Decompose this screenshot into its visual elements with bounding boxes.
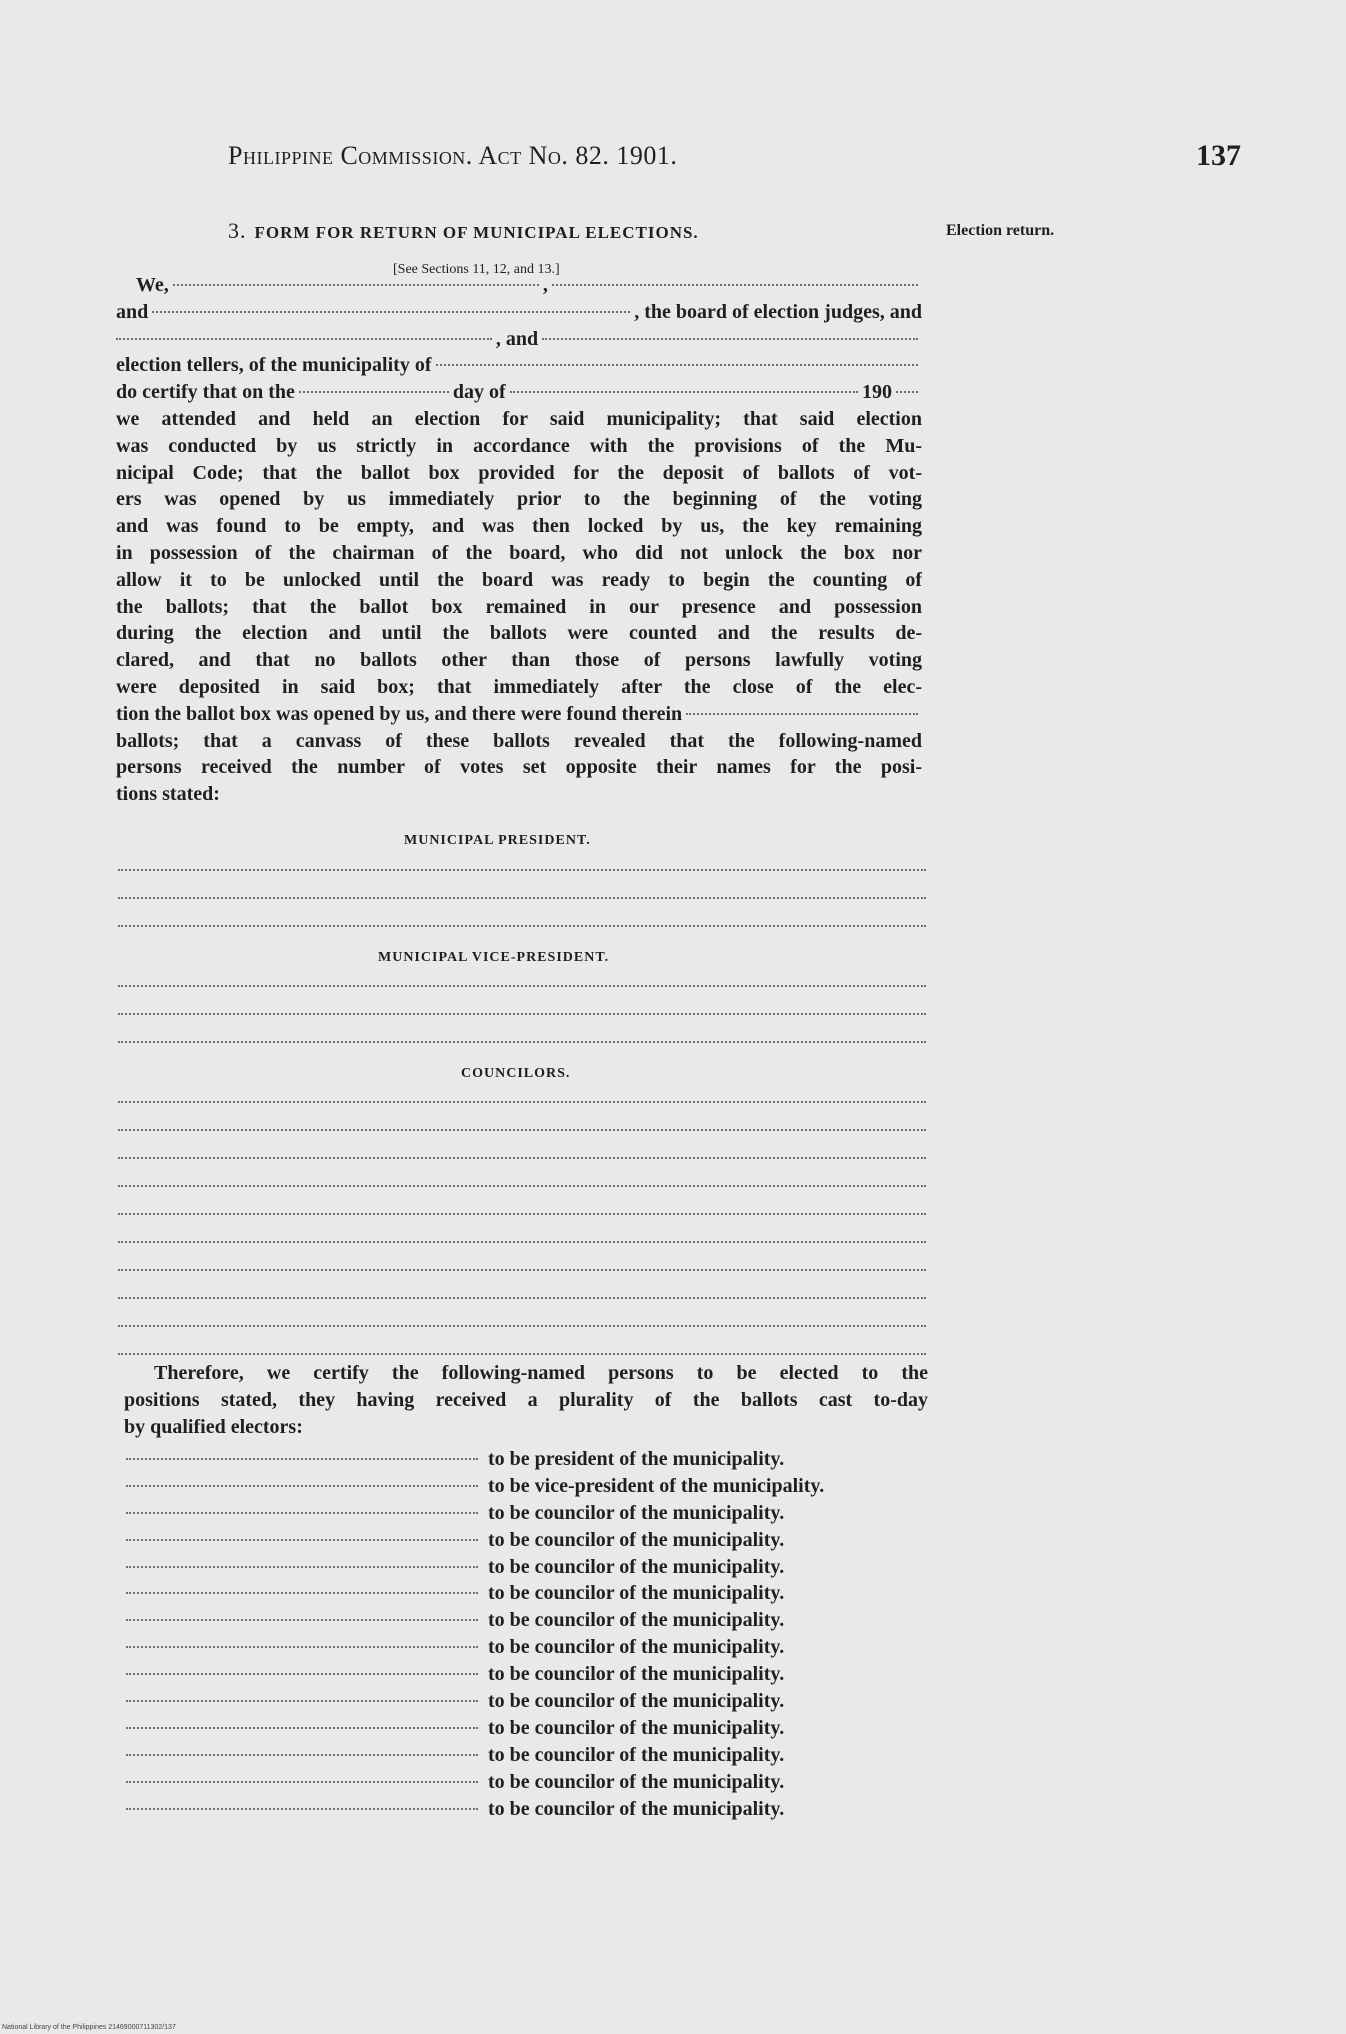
certify-text: do certify that on the bbox=[116, 381, 295, 404]
blank-line bbox=[118, 1213, 926, 1215]
elected-position: to be president of the municipality. bbox=[488, 1448, 785, 1470]
elected-row bbox=[126, 1744, 926, 1771]
blank-field bbox=[299, 391, 449, 393]
elected-row bbox=[126, 1529, 926, 1556]
blank-field bbox=[126, 1673, 478, 1675]
blank-field bbox=[542, 338, 918, 340]
elected-row bbox=[126, 1717, 926, 1744]
blank-line bbox=[118, 1241, 926, 1243]
blank-field bbox=[126, 1700, 478, 1702]
blank-line bbox=[118, 925, 926, 927]
elected-position: to be councilor of the municipality. bbox=[488, 1555, 785, 1578]
margin-note: Election return. bbox=[946, 222, 1055, 239]
and-label: and bbox=[116, 300, 149, 323]
page-number: 137 bbox=[1196, 139, 1241, 172]
blank-line bbox=[118, 1041, 926, 1043]
blank-line bbox=[118, 1269, 926, 1271]
elected-position: to be councilor of the municipality. bbox=[488, 1743, 785, 1766]
paragraph-line: ers was opened by us immediately prior to the beginning of the voting bbox=[116, 488, 922, 511]
blank-field bbox=[896, 391, 918, 393]
section-title bbox=[228, 218, 699, 244]
elected-row bbox=[126, 1448, 926, 1475]
blank-field bbox=[126, 1485, 478, 1487]
office-heading-vice-president: MUNICIPAL VICE-PRESIDENT. bbox=[378, 950, 610, 965]
opening-line-tellers bbox=[116, 352, 922, 379]
blank-line bbox=[118, 1185, 926, 1187]
paragraph-line: in possession of the chairman of the board, who did not unlock the box nor bbox=[116, 541, 922, 564]
blank-line bbox=[118, 1325, 926, 1327]
paragraph-line-found bbox=[116, 701, 922, 728]
blank-field bbox=[152, 311, 630, 313]
elected-position: to be councilor of the municipality. bbox=[488, 1770, 785, 1793]
paragraph-line: clared, and that no ballots other than those of persons lawfully voting bbox=[116, 649, 922, 672]
paragraph-line: persons received the number of votes set opposite their names for the posi- bbox=[116, 756, 922, 779]
opening-block bbox=[116, 272, 922, 808]
section-number: 3. bbox=[228, 218, 247, 243]
paragraph-line: nicipal Code; that the ballot box provided for the deposit of ballots of vot- bbox=[116, 461, 922, 484]
elected-position: to be councilor of the municipality. bbox=[488, 1690, 785, 1713]
certification-line: positions stated, they having received a plurality of the ballots cast to-day bbox=[124, 1388, 928, 1411]
blank-field bbox=[686, 713, 918, 715]
found-therein-text: tion the ballot box was opened by us, and there were found therein bbox=[116, 702, 683, 725]
blank-line bbox=[118, 897, 926, 899]
blank-field bbox=[126, 1754, 478, 1756]
elected-position: to be councilor of the municipality. bbox=[488, 1528, 785, 1551]
office-heading-councilors: COUNCILORS. bbox=[461, 1066, 571, 1081]
elected-row bbox=[126, 1475, 926, 1502]
certification-line: by qualified electors: bbox=[124, 1415, 303, 1438]
elected-position: to be councilor of the municipality. bbox=[488, 1636, 785, 1659]
paragraph-line: and was found to be empty, and was then locked by us, the key remaining bbox=[116, 515, 922, 538]
blank-field bbox=[116, 338, 492, 340]
blank-field bbox=[126, 1539, 478, 1541]
opening-line-and bbox=[116, 299, 922, 326]
paragraph-line: tions stated: bbox=[116, 783, 220, 806]
blank-field bbox=[126, 1566, 478, 1568]
elected-row bbox=[126, 1556, 926, 1583]
paragraph-line: were deposited in said box; that immediately after the close of the elec- bbox=[116, 675, 922, 698]
blank-line bbox=[118, 1101, 926, 1103]
opening-line-we bbox=[116, 272, 922, 299]
office-heading-president: MUNICIPAL PRESIDENT. bbox=[404, 833, 591, 848]
elected-row bbox=[126, 1636, 926, 1663]
blank-line bbox=[118, 869, 926, 871]
blank-line bbox=[118, 1157, 926, 1159]
elected-position: to be councilor of the municipality. bbox=[488, 1609, 785, 1632]
paragraph-line: we attended and held an election for said municipality; that said election bbox=[116, 407, 922, 430]
footer-credit: National Library of the Philippines 21469000711302/137 bbox=[2, 2024, 176, 2031]
day-of-text: day of bbox=[452, 381, 506, 404]
blank-line bbox=[118, 1353, 926, 1355]
paragraph-line: during the election and until the ballots were counted and the results de- bbox=[116, 622, 922, 645]
elected-position: to be vice-president of the municipality. bbox=[488, 1474, 825, 1497]
blank-field bbox=[126, 1619, 478, 1621]
blank-line bbox=[118, 1297, 926, 1299]
elected-row bbox=[126, 1798, 926, 1825]
blank-field bbox=[126, 1727, 478, 1729]
blank-field bbox=[510, 391, 858, 393]
elected-position: to be councilor of the municipality. bbox=[488, 1716, 785, 1739]
blank-field bbox=[126, 1646, 478, 1648]
elected-list bbox=[126, 1448, 926, 1824]
blank-line bbox=[118, 985, 926, 987]
we-label: We, bbox=[136, 274, 169, 296]
certification-line: Therefore, we certify the following-named persons to be elected to the bbox=[154, 1362, 928, 1384]
elected-position: to be councilor of the municipality. bbox=[488, 1501, 785, 1524]
blank-field bbox=[552, 284, 918, 286]
elected-row bbox=[126, 1582, 926, 1609]
tellers-text: election tellers, of the municipality of bbox=[116, 354, 432, 377]
opening-line-and-2 bbox=[116, 326, 922, 353]
blank-line bbox=[118, 1013, 926, 1015]
elected-row bbox=[126, 1663, 926, 1690]
elected-row bbox=[126, 1771, 926, 1798]
section-reference: [See Sections 11, 12, and 13.] bbox=[393, 262, 560, 277]
running-head: Philippine Commission. Act No. 82. 1901. bbox=[228, 141, 678, 170]
blank-field bbox=[436, 364, 919, 366]
elected-row bbox=[126, 1502, 926, 1529]
paragraph-line: the ballots; that the ballot box remained in our presence and possession bbox=[116, 595, 922, 618]
elected-row bbox=[126, 1690, 926, 1717]
certification-block bbox=[124, 1360, 928, 1440]
opening-line-date bbox=[116, 379, 922, 406]
board-text: , the board of election judges, and bbox=[634, 300, 922, 323]
blank-field bbox=[173, 284, 539, 286]
blank-field bbox=[126, 1808, 478, 1810]
blank-field bbox=[126, 1592, 478, 1594]
and-label-2: , and bbox=[495, 327, 539, 350]
blank-field bbox=[126, 1781, 478, 1783]
paragraph-line: was conducted by us strictly in accordance with the provisions of the Mu- bbox=[116, 434, 922, 457]
paragraph-line: ballots; that a canvass of these ballots revealed that the following-named bbox=[116, 729, 922, 752]
blank-line bbox=[118, 1129, 926, 1131]
elected-row bbox=[126, 1609, 926, 1636]
section-title-text: FORM FOR RETURN OF MUNICIPAL ELECTIONS. bbox=[254, 223, 699, 242]
blank-field bbox=[126, 1512, 478, 1514]
comma: , bbox=[542, 274, 548, 296]
blank-field bbox=[126, 1458, 478, 1460]
elected-position: to be councilor of the municipality. bbox=[488, 1663, 785, 1686]
year-text: 190 bbox=[862, 381, 892, 404]
elected-position: to be councilor of the municipality. bbox=[488, 1797, 785, 1820]
elected-position: to be councilor of the municipality. bbox=[488, 1582, 785, 1605]
paragraph-line: allow it to be unlocked until the board was ready to begin the counting of bbox=[116, 568, 922, 591]
